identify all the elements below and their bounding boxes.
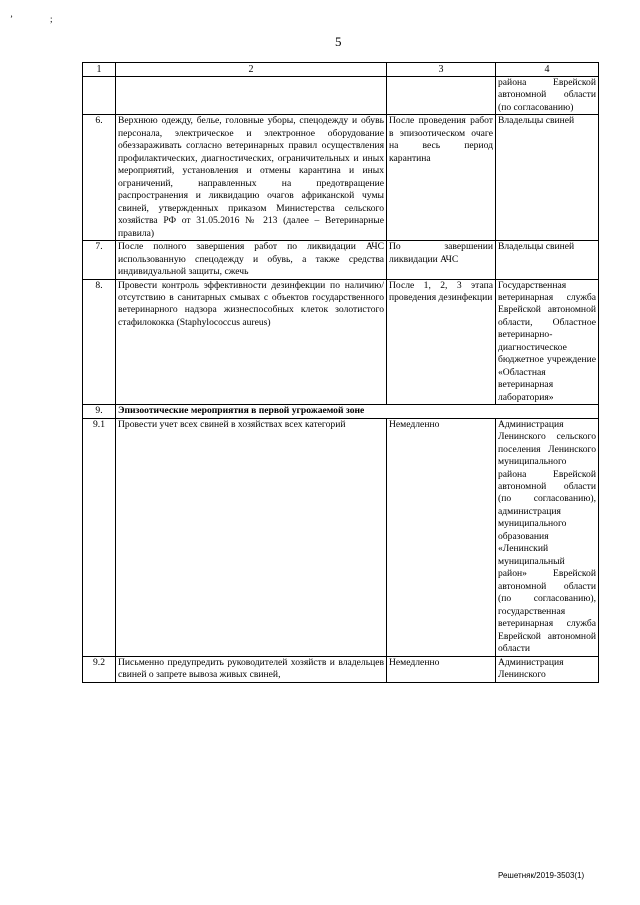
row-number: 6. xyxy=(83,115,116,241)
row-number xyxy=(83,77,116,115)
header-cell: 2 xyxy=(116,63,387,77)
table-row xyxy=(83,418,599,656)
row-executor: Администрация Ленинского сельского поселения Ленинского муниципального района Еврейской автономной области (по согласованию), администрация муниципального образования «Ленинский муниципальный район» Еврейской автономной области (по согласованию), государственная ветеринарная служба Еврейской автономной области xyxy=(496,418,599,656)
row-action: Верхнюю одежду, белье, головные уборы, спецодежду и обувь персонала, электрическое и электронное оборудование обеззараживать согласно ветеринарных правил осуществления профилактических, диагностических, ограничительных и иных мероприятий, установления и отмены карантина и иных ограничений, направленных на предотвращение распространения и ликвидацию очагов африканской чумы свиней, утвержденных приказом Министерства сельского хозяйства РФ от 31.05.2016 № 213 (далее – Ветеринарные правила) xyxy=(116,115,387,241)
row-action: После полного завершения работ по ликвидации АЧС использованную спецодежду и обувь, а также средства индивидуальной защиты, сжечь xyxy=(116,241,387,279)
row-action: Письменно предупредить руководителей хозяйств и владельцев свиней о запрете вывоза живых свиней, xyxy=(116,656,387,682)
row-executor: Администрация Ленинского xyxy=(496,656,599,682)
row-action: Провести контроль эффективности дезинфекции по наличию/отсутствию в санитарных смывах с объектов государственного ветеринарного надзора жизнеспособных клеток золотистого стафилококка (Staphylococcus aureus) xyxy=(116,279,387,405)
corner-mark: ʼ xyxy=(10,14,13,24)
row-term: После проведения работ в эпизоотическом очаге на весь период карантина xyxy=(387,115,496,241)
row-term: По завершении ликвидации АЧС xyxy=(387,241,496,279)
header-cell: 3 xyxy=(387,63,496,77)
page-number: 5 xyxy=(335,34,342,49)
header-cell: 1 xyxy=(83,63,116,77)
row-number: 8. xyxy=(83,279,116,405)
row-number: 7. xyxy=(83,241,116,279)
corner-mark: ; xyxy=(50,14,53,24)
header-row xyxy=(83,63,599,77)
section-row xyxy=(83,405,599,418)
row-executor: Государственная ветеринарная служба Еврейской автономной области, Областное ветеринарно-диагностическое бюджетное учреждение «Областная ветеринарная лаборатория» xyxy=(496,279,599,405)
table-row xyxy=(83,656,599,682)
document-reference: Решетняк/2019-3503(1) xyxy=(498,871,585,880)
table-row xyxy=(83,77,599,115)
row-action: Провести учет всех свиней в хозяйствах всех категорий xyxy=(116,418,387,656)
row-number: 9.2 xyxy=(83,656,116,682)
row-term: Немедленно xyxy=(387,656,496,682)
row-executor: Владельцы свиней xyxy=(496,115,599,241)
row-term: После 1, 2, 3 этапа проведения дезинфекции xyxy=(387,279,496,405)
section-title: Эпизоотические мероприятия в первой угрожаемой зоне xyxy=(116,405,599,418)
table-row xyxy=(83,241,599,279)
row-term xyxy=(387,77,496,115)
row-executor: района Еврейской автономной области (по согласованию) xyxy=(496,77,599,115)
table-row xyxy=(83,115,599,241)
row-action xyxy=(116,77,387,115)
row-executor: Владельцы свиней xyxy=(496,241,599,279)
row-term: Немедленно xyxy=(387,418,496,656)
row-number: 9.1 xyxy=(83,418,116,656)
header-cell: 4 xyxy=(496,63,599,77)
table-row xyxy=(83,279,599,405)
row-number: 9. xyxy=(83,405,116,418)
measures-table xyxy=(82,62,599,683)
